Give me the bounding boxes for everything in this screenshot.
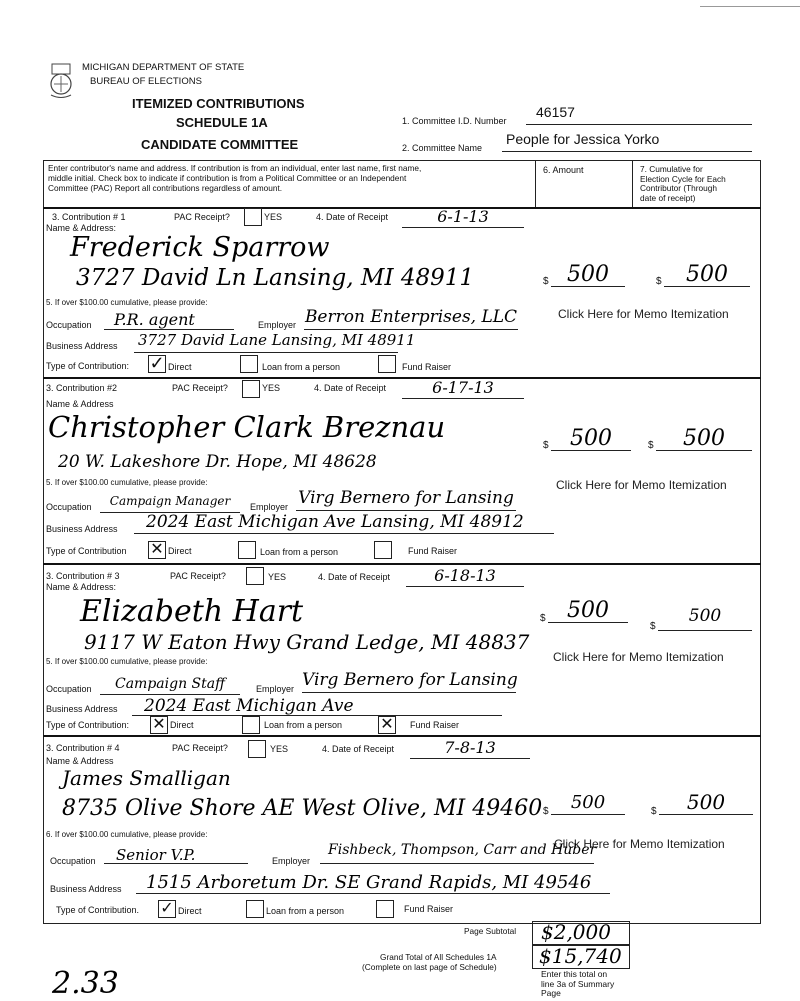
contributor-name: Frederick Sparrow	[70, 232, 330, 263]
date-receipt-label: 4. Date of Receipt	[318, 572, 391, 582]
loan-checkbox[interactable]	[238, 541, 256, 559]
schedule-title: SCHEDULE 1A	[176, 115, 268, 130]
date-receipt-label: 4. Date of Receipt	[322, 744, 395, 754]
occupation-label: Occupation	[46, 502, 92, 512]
cumulative-dollar-sign: $	[650, 621, 656, 632]
committee-type-title: CANDIDATE COMMITTEE	[141, 137, 299, 152]
memo-itemization-link[interactable]: Click Here for Memo Itemization	[556, 478, 727, 492]
occupation-value[interactable]: Campaign Manager	[100, 494, 240, 513]
pac-yes-checkbox[interactable]	[248, 740, 266, 758]
direct-label: Direct	[178, 906, 202, 916]
date-receipt-value[interactable]: 6-18-13	[406, 566, 524, 587]
date-receipt-value[interactable]: 6-1-13	[402, 207, 524, 228]
direct-checkbox-checked[interactable]: ✕	[148, 541, 166, 559]
loan-checkbox[interactable]	[246, 900, 264, 918]
committee-id-value: 46157	[536, 104, 575, 120]
bureau-name: BUREAU OF ELECTIONS	[90, 76, 202, 87]
grand-total-label: Grand Total of All Schedules 1A	[380, 952, 497, 962]
cumulative-dollar-sign: $	[656, 276, 662, 287]
header-line: Contributor (Through	[640, 183, 718, 193]
occupation-value[interactable]: Senior V.P.	[104, 846, 248, 864]
pac-yes-checkbox[interactable]	[246, 567, 264, 585]
fundraiser-label: Fund Raiser	[408, 546, 458, 556]
contribution-number-label: 3. Contribution # 3	[46, 571, 120, 581]
loan-label: Loan from a person	[264, 720, 343, 730]
page-subtotal-box[interactable]	[532, 921, 630, 945]
cumulative-value[interactable]: 500	[664, 262, 750, 287]
amount-dollar-sign: $	[543, 276, 549, 287]
business-address-label: Business Address	[46, 341, 118, 351]
contribution-number-label: 3. Contribution #2	[46, 383, 118, 393]
instruction-line: Enter contributor's name and address. If contribution is from an individual, enter last name, first name,	[48, 163, 422, 173]
instruction-line: Committee (PAC) Report all contributions regardless of amount.	[48, 183, 283, 193]
fundraiser-checkbox-checked[interactable]: ✕	[378, 716, 396, 734]
business-address-value[interactable]: 2024 East Michigan Ave Lansing, MI 48912	[134, 512, 554, 534]
business-address-value[interactable]: 3727 David Lane Lansing, MI 48911	[134, 331, 398, 353]
contribution-number-label: 3. Contribution # 1	[52, 212, 126, 222]
fundraiser-checkbox[interactable]	[376, 900, 394, 918]
business-address-value[interactable]: 2024 East Michigan Ave	[132, 696, 502, 716]
loan-checkbox[interactable]	[242, 716, 260, 734]
contributor-address: 20 W. Lakeshore Dr. Hope, MI 48628	[58, 452, 377, 472]
business-address-label: Business Address	[46, 524, 118, 534]
amount-dollar-sign: $	[540, 613, 546, 624]
contributor-address: 9117 W Eaton Hwy Grand Ledge, MI 48837	[84, 630, 530, 654]
cumulative-column-header	[640, 165, 726, 203]
cumulative-value[interactable]: 500	[659, 790, 753, 815]
amount-value[interactable]: 500	[551, 262, 625, 287]
amount-value[interactable]: 500	[551, 792, 625, 815]
header-line: date of receipt)	[640, 192, 696, 203]
committee-id-field[interactable]	[526, 104, 752, 125]
pac-yes-checkbox[interactable]	[242, 380, 260, 398]
amount-column-header: 6. Amount	[543, 165, 584, 175]
date-receipt-label: 4. Date of Receipt	[316, 212, 389, 222]
type-contribution-label: Type of Contribution	[46, 546, 127, 556]
contributor-name: Christopher Clark Breznau	[48, 410, 446, 444]
if-over-label: 5. If over $100.00 cumulative, please provide:	[46, 478, 208, 487]
committee-name-field[interactable]	[502, 131, 752, 152]
page-subtotal-value: $2,000	[541, 920, 611, 944]
cumulative-dollar-sign: $	[648, 440, 654, 451]
grand-total-note: (Complete on last page of Schedule)	[362, 962, 497, 972]
grand-total-box[interactable]	[532, 945, 630, 969]
employer-value[interactable]: Fishbeck, Thompson, Carr and Huber	[320, 842, 594, 864]
pac-yes-label: YES	[264, 212, 283, 222]
fundraiser-label: Fund Raiser	[404, 904, 454, 914]
committee-id-label: 1. Committee I.D. Number	[402, 116, 507, 126]
business-address-value[interactable]: 1515 Arboretum Dr. SE Grand Rapids, MI 49546	[136, 872, 610, 894]
committee-name-label: 2. Committee Name	[402, 143, 483, 153]
occupation-label: Occupation	[46, 320, 92, 330]
department-name: MICHIGAN DEPARTMENT OF STATE	[82, 62, 245, 73]
loan-checkbox[interactable]	[240, 355, 258, 373]
pac-yes-label: YES	[268, 572, 287, 582]
pac-receipt-label: PAC Receipt?	[174, 212, 230, 222]
instruction-line: middle initial. Check box to indicate if contribution is from a Political Committee or an Independent	[48, 173, 407, 183]
occupation-label: Occupation	[46, 684, 92, 694]
date-receipt-value[interactable]: 6-17-13	[402, 378, 524, 399]
amount-value[interactable]: 500	[551, 426, 631, 451]
fundraiser-checkbox[interactable]	[378, 355, 396, 373]
amount-dollar-sign: $	[543, 440, 549, 451]
section-divider	[43, 735, 761, 737]
divider	[535, 160, 536, 207]
contributor-name: James Smalligan	[62, 766, 231, 790]
contributor-name: Elizabeth Hart	[80, 594, 304, 629]
section-divider	[43, 563, 761, 565]
pac-yes-checkbox[interactable]	[244, 208, 262, 226]
form-title: ITEMIZED CONTRIBUTIONS	[132, 96, 305, 111]
employer-value[interactable]: Virg Bernero for Lansing	[296, 488, 516, 511]
page-subtotal-label: Page Subtotal	[464, 926, 517, 936]
cumulative-value[interactable]: 500	[656, 426, 752, 451]
memo-itemization-link[interactable]: Click Here for Memo Itemization	[553, 650, 724, 664]
cumulative-dollar-sign: $	[651, 806, 657, 817]
divider	[632, 160, 633, 207]
employer-value[interactable]: Berron Enterprises, LLC	[304, 307, 518, 330]
michigan-seal-icon	[46, 62, 76, 100]
contribution-number-label: 3. Contribution # 4	[46, 743, 120, 753]
business-address-label: Business Address	[50, 884, 122, 894]
note-line: Page	[541, 988, 561, 998]
if-over-label: 5. If over $100.00 cumulative, please provide:	[46, 298, 208, 307]
pac-receipt-label: PAC Receipt?	[170, 571, 226, 581]
direct-checkbox-checked[interactable]: ✓	[158, 900, 176, 918]
employer-label: Employer	[272, 856, 311, 866]
committee-name-value: People for Jessica Yorko	[506, 131, 660, 147]
scan-edge-line	[700, 6, 800, 7]
loan-label: Loan from a person	[266, 906, 345, 916]
employer-value[interactable]: Virg Bernero for Lansing	[302, 670, 516, 693]
header-line: 7. Cumulative for	[640, 164, 703, 174]
occupation-label: Occupation	[50, 856, 96, 866]
pac-yes-label: YES	[270, 744, 289, 754]
type-contribution-label: Type of Contribution:	[46, 361, 130, 371]
instructions-text	[48, 163, 421, 193]
name-address-label: Name & Address:	[46, 582, 117, 592]
direct-label: Direct	[170, 720, 194, 730]
memo-itemization-link[interactable]: Click Here for Memo Itemization	[554, 837, 725, 851]
amount-value[interactable]: 500	[548, 598, 628, 623]
header-line: Election Cycle for Each	[640, 173, 726, 184]
date-receipt-label: 4. Date of Receipt	[314, 383, 387, 393]
grand-total-value: $15,740	[539, 944, 622, 968]
direct-label: Direct	[168, 362, 192, 372]
employer-label: Employer	[256, 684, 295, 694]
direct-checkbox-checked[interactable]: ✕	[150, 716, 168, 734]
name-address-label: Name & Address	[46, 399, 114, 409]
type-contribution-label: Type of Contribution.	[56, 905, 140, 915]
note-line: line 3a of Summary	[541, 978, 615, 989]
date-receipt-value[interactable]: 7-8-13	[410, 738, 530, 759]
if-over-label: 6. If over $100.00 cumulative, please provide:	[46, 830, 208, 839]
handwritten-page-mark: 2.33	[52, 966, 119, 1001]
loan-label: Loan from a person	[260, 547, 339, 557]
pac-yes-label: YES	[262, 383, 281, 393]
cumulative-value[interactable]: 500	[658, 606, 752, 631]
summary-page-note	[541, 970, 614, 999]
amount-dollar-sign: $	[543, 806, 549, 817]
memo-itemization-link[interactable]: Click Here for Memo Itemization	[558, 307, 729, 321]
if-over-label: 5. If over $100.00 cumulative, please provide:	[46, 657, 208, 666]
pac-receipt-label: PAC Receipt?	[172, 743, 228, 753]
name-address-label: Name & Address	[46, 756, 114, 766]
direct-checkbox-checked[interactable]: ✓	[149, 353, 165, 373]
name-address-label: Name & Address:	[46, 223, 117, 233]
fundraiser-checkbox[interactable]	[374, 541, 392, 559]
occupation-value[interactable]: Campaign Staff	[100, 676, 240, 695]
note-line: Enter this total on	[541, 969, 608, 979]
loan-label: Loan from a person	[262, 362, 341, 372]
fundraiser-label: Fund Raiser	[410, 720, 460, 730]
fundraiser-label: Fund Raiser	[402, 362, 452, 372]
contributor-address: 8735 Olive Shore AE West Olive, MI 49460	[62, 796, 543, 821]
direct-label: Direct	[168, 546, 192, 556]
contributor-address: 3727 David Ln Lansing, MI 48911	[76, 265, 475, 291]
employer-label: Employer	[258, 320, 297, 330]
business-address-label: Business Address	[46, 704, 118, 714]
employer-label: Employer	[250, 502, 289, 512]
pac-receipt-label: PAC Receipt?	[172, 383, 228, 393]
type-contribution-label: Type of Contribution:	[46, 720, 130, 730]
occupation-value[interactable]: P.R. agent	[104, 310, 234, 330]
